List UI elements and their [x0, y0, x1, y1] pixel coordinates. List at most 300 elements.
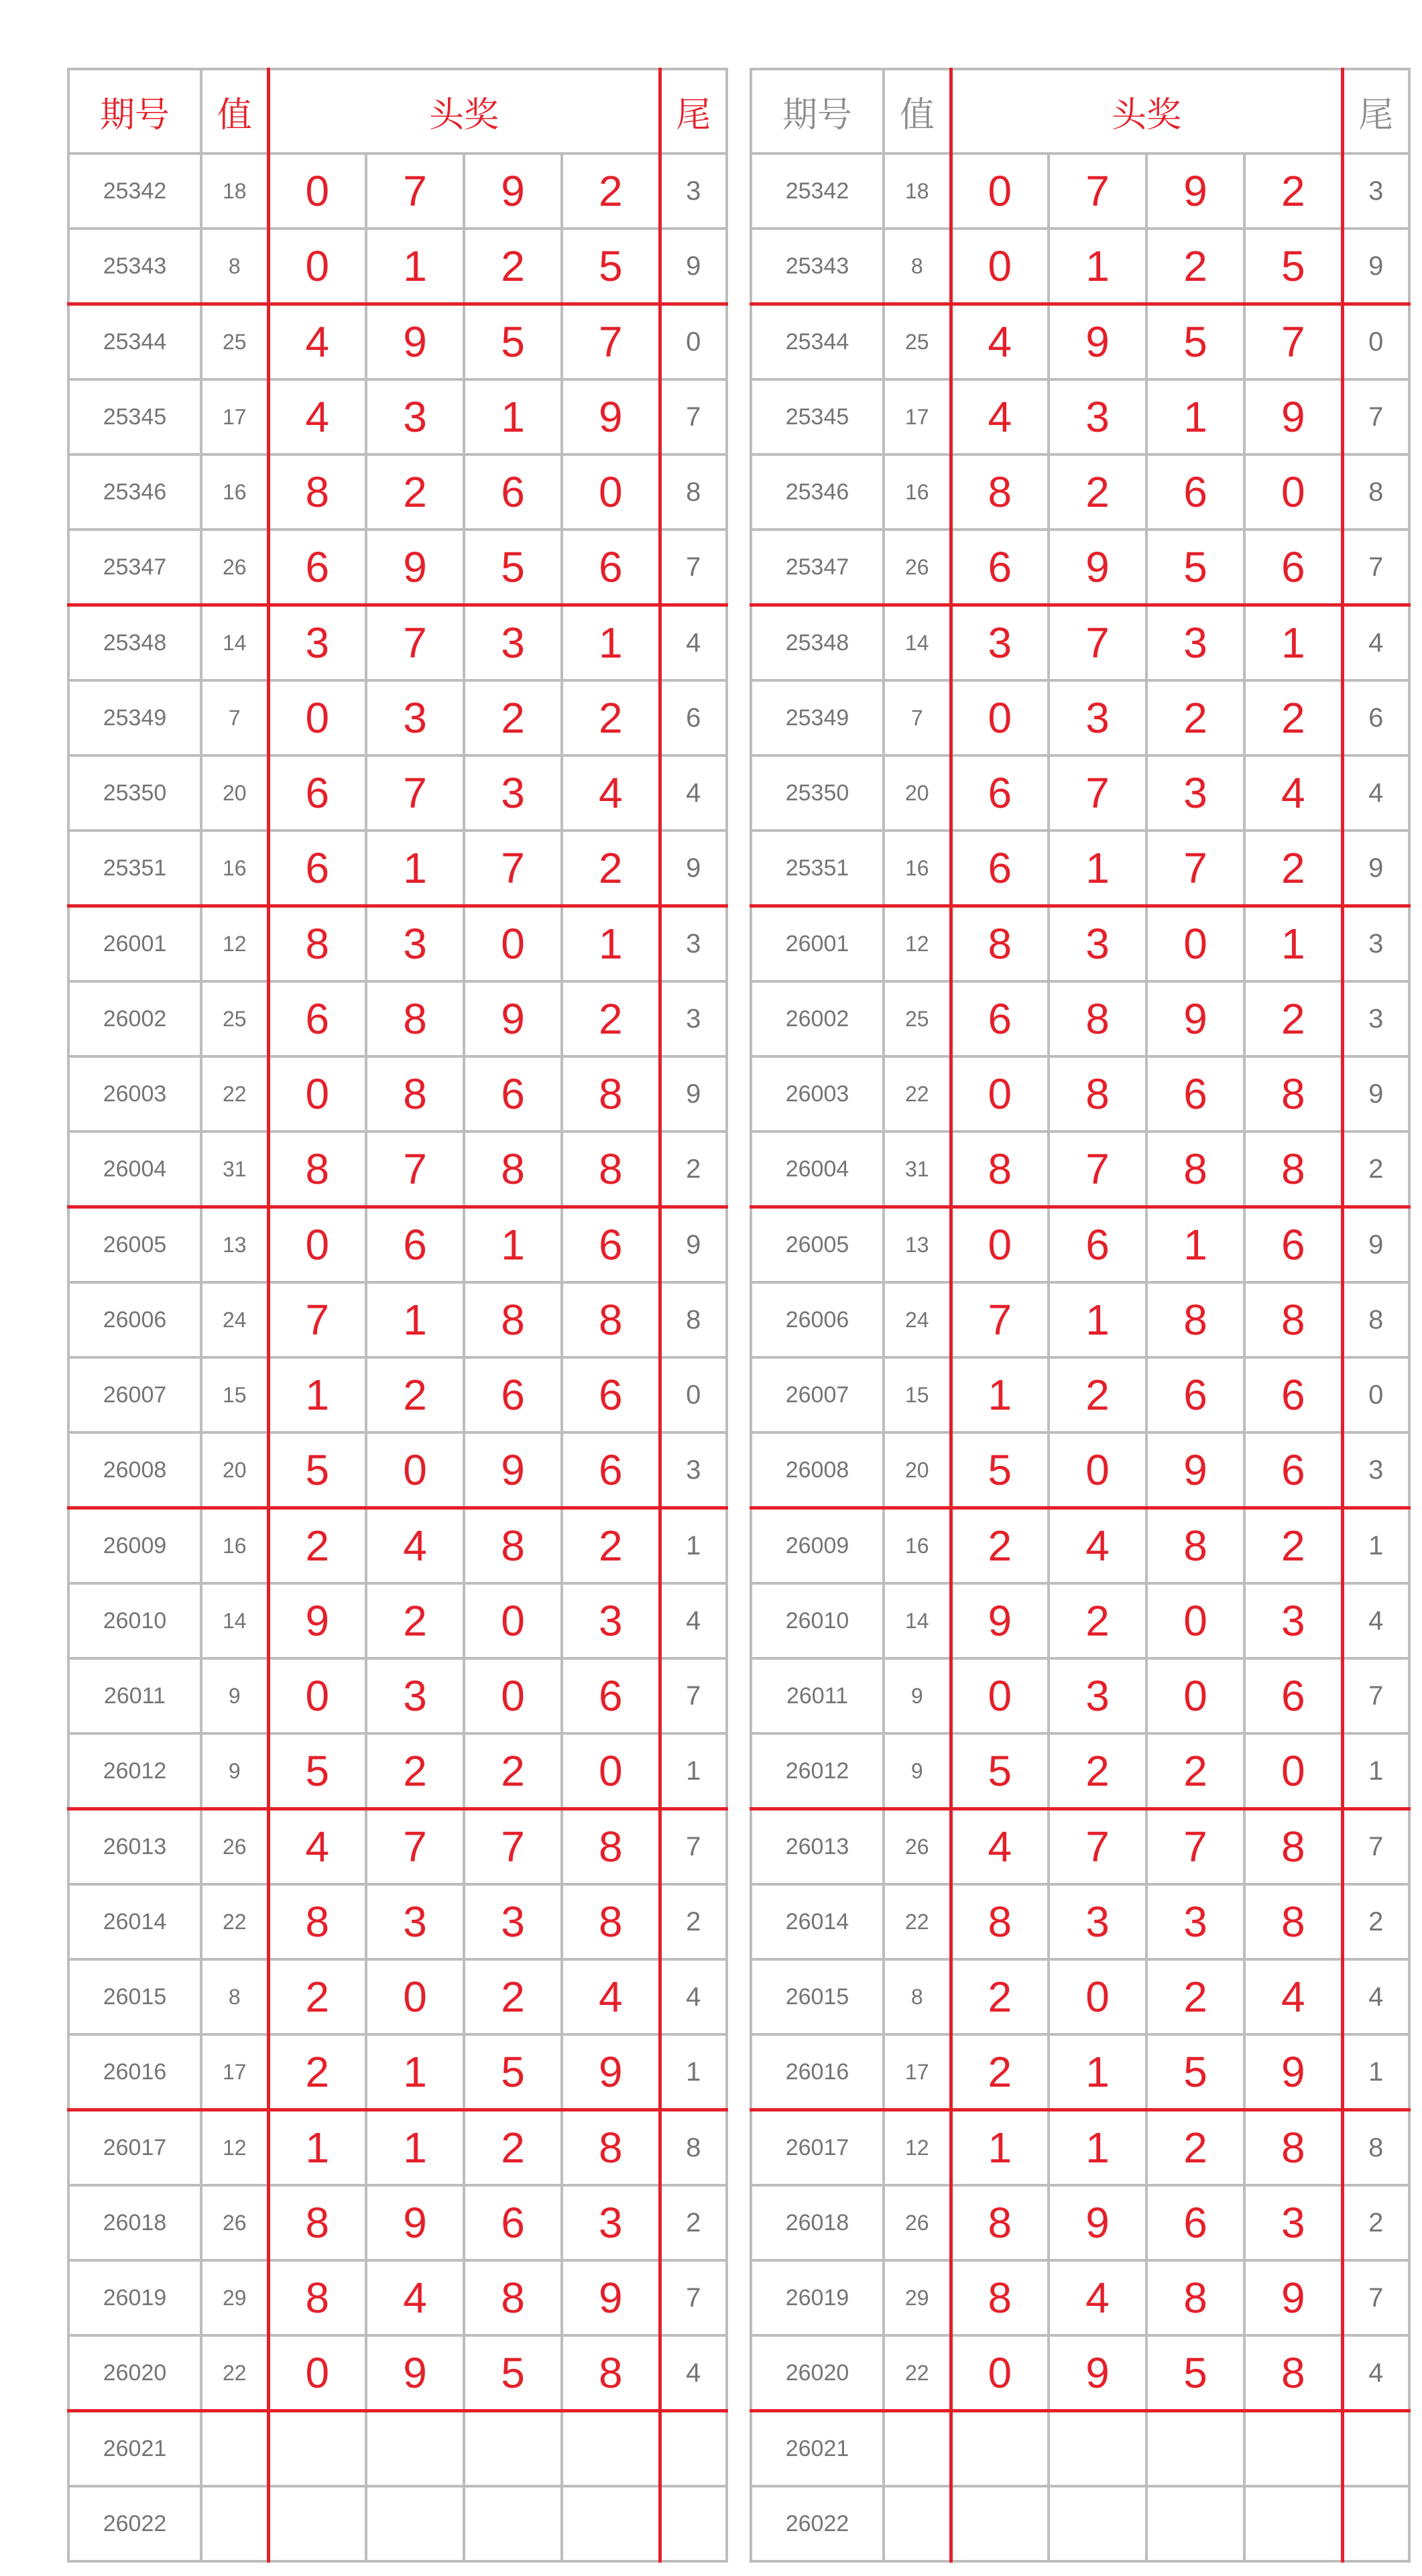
value-cell: 26 [884, 1809, 951, 1885]
prize-digit-cell: 3 [1146, 605, 1244, 681]
tail-cell: 2 [1342, 1884, 1409, 1959]
prize-digit-cell: 8 [951, 1884, 1049, 1959]
prize-digit-cell [1049, 2486, 1146, 2561]
period-cell: 26009 [68, 1508, 201, 1584]
prize-digit-cell: 8 [268, 1884, 366, 1959]
value-cell: 12 [201, 2110, 268, 2186]
prize-digit-cell: 4 [1244, 1959, 1342, 2034]
value-cell: 26 [884, 530, 951, 605]
prize-digit-cell: 0 [464, 1583, 562, 1658]
table-row [751, 2335, 1409, 2411]
period-cell: 26003 [751, 1056, 884, 1131]
prize-digit-cell: 4 [951, 379, 1049, 454]
value-cell: 17 [201, 2034, 268, 2110]
prize-digit-cell: 2 [366, 454, 464, 530]
value-cell: 8 [884, 229, 951, 304]
table-row [68, 1884, 727, 1959]
prize-digit-cell: 9 [1244, 2260, 1342, 2335]
tail-cell: 8 [660, 1282, 727, 1357]
value-cell: 22 [884, 1056, 951, 1131]
table-row [68, 2411, 727, 2487]
prize-digit-cell: 2 [464, 2110, 562, 2186]
table-row [751, 454, 1409, 530]
value-cell: 14 [201, 1583, 268, 1658]
prize-digit-cell: 9 [562, 379, 660, 454]
period-cell: 25349 [68, 680, 201, 755]
tail-cell: 7 [660, 1658, 727, 1733]
prize-digit-cell: 8 [1146, 1282, 1244, 1357]
table-row [68, 2185, 727, 2260]
prize-digit-cell: 7 [951, 1282, 1049, 1357]
value-cell: 24 [884, 1282, 951, 1357]
period-cell: 26020 [68, 2335, 201, 2411]
prize-digit-cell: 9 [1049, 2335, 1146, 2411]
prize-digit-cell: 6 [951, 831, 1049, 906]
period-cell: 25344 [68, 304, 201, 380]
prize-digit-cell: 9 [464, 154, 562, 229]
table-row [751, 2034, 1409, 2110]
tail-cell: 9 [1342, 1207, 1409, 1283]
value-cell: 9 [884, 1658, 951, 1733]
value-cell: 16 [884, 1508, 951, 1584]
prize-digit-cell: 6 [1244, 530, 1342, 605]
tail-cell: 8 [660, 2110, 727, 2186]
value-cell: 7 [201, 680, 268, 755]
tail-cell: 9 [1342, 229, 1409, 304]
period-cell: 26012 [68, 1733, 201, 1809]
table-row [751, 530, 1409, 605]
period-cell: 26014 [68, 1884, 201, 1959]
period-cell: 26015 [68, 1959, 201, 2034]
prize-digit-cell: 8 [1244, 2335, 1342, 2411]
prize-digit-cell [951, 2411, 1049, 2487]
table-row [751, 755, 1409, 831]
period-cell: 25343 [751, 229, 884, 304]
period-cell: 26017 [68, 2110, 201, 2186]
prize-digit-cell: 9 [1049, 2185, 1146, 2260]
period-cell: 26021 [68, 2411, 201, 2487]
prize-digit-cell [268, 2486, 366, 2561]
prize-digit-cell [1049, 2411, 1146, 2487]
table-row [751, 2110, 1409, 2186]
tail-cell: 3 [660, 1432, 727, 1508]
tail-cell: 2 [660, 1131, 727, 1207]
prize-digit-cell: 0 [951, 154, 1049, 229]
table-row [751, 2486, 1409, 2561]
value-cell: 26 [201, 2185, 268, 2260]
tail-cell: 9 [1342, 831, 1409, 906]
prize-digit-cell [1244, 2411, 1342, 2487]
tail-cell [1342, 2411, 1409, 2487]
prize-digit-cell: 0 [1244, 1733, 1342, 1809]
prize-digit-cell: 8 [1244, 2110, 1342, 2186]
prize-digit-cell: 6 [268, 981, 366, 1056]
prize-digit-cell: 1 [464, 1207, 562, 1283]
prize-digit-cell: 0 [951, 1658, 1049, 1733]
period-cell: 26005 [751, 1207, 884, 1283]
header-row [751, 69, 1409, 154]
prize-digit-cell: 3 [1049, 379, 1146, 454]
prize-digit-cell: 1 [366, 229, 464, 304]
table-row [68, 2335, 727, 2411]
prize-digit-cell: 9 [1244, 379, 1342, 454]
prize-digit-cell: 8 [1244, 1884, 1342, 1959]
prize-digit-cell: 2 [1244, 831, 1342, 906]
value-cell: 17 [201, 379, 268, 454]
period-cell: 26007 [68, 1357, 201, 1432]
prize-digit-cell: 6 [366, 1207, 464, 1283]
prize-digit-cell [951, 2486, 1049, 2561]
value-cell: 7 [884, 680, 951, 755]
value-cell: 20 [884, 1432, 951, 1508]
prize-digit-cell: 6 [951, 530, 1049, 605]
prize-digit-cell: 0 [268, 1658, 366, 1733]
prize-digit-cell: 3 [464, 605, 562, 681]
prize-digit-cell: 3 [268, 605, 366, 681]
tail-cell: 7 [660, 2260, 727, 2335]
prize-digit-cell: 2 [1049, 1583, 1146, 1658]
prize-digit-cell: 3 [366, 1884, 464, 1959]
tail-cell: 9 [660, 1207, 727, 1283]
prize-digit-cell: 6 [1244, 1207, 1342, 1283]
period-cell: 26011 [68, 1658, 201, 1733]
prize-digit-cell: 9 [366, 2185, 464, 2260]
prize-digit-cell: 2 [1244, 981, 1342, 1056]
prize-digit-cell: 0 [562, 454, 660, 530]
prize-digit-cell [1146, 2411, 1244, 2487]
prize-digit-cell: 2 [464, 680, 562, 755]
prize-digit-cell: 4 [1049, 2260, 1146, 2335]
table-row [751, 1131, 1409, 1207]
prize-digit-cell: 5 [951, 1733, 1049, 1809]
period-cell: 26022 [68, 2486, 201, 2561]
table-row [68, 1056, 727, 1131]
tail-cell: 8 [1342, 2110, 1409, 2186]
prize-digit-cell: 8 [1049, 1056, 1146, 1131]
table-row [68, 454, 727, 530]
period-cell: 26008 [751, 1432, 884, 1508]
prize-digit-cell: 1 [366, 2034, 464, 2110]
prize-digit-cell: 4 [366, 2260, 464, 2335]
period-cell: 25345 [751, 379, 884, 454]
prize-digit-cell: 8 [951, 1131, 1049, 1207]
period-cell: 26001 [68, 906, 201, 982]
header-period: 期号 [68, 69, 201, 154]
prize-digit-cell: 7 [1049, 1809, 1146, 1885]
prize-digit-cell: 6 [562, 530, 660, 605]
table-body [68, 69, 727, 2561]
tail-cell: 9 [1342, 1056, 1409, 1131]
prize-digit-cell: 2 [464, 1959, 562, 2034]
prize-digit-cell: 6 [1146, 454, 1244, 530]
period-cell: 26004 [68, 1131, 201, 1207]
prize-digit-cell: 2 [1146, 1959, 1244, 2034]
value-cell: 17 [884, 2034, 951, 2110]
prize-digit-cell: 2 [562, 680, 660, 755]
prize-digit-cell: 3 [1244, 1583, 1342, 1658]
period-cell: 25350 [751, 755, 884, 831]
tail-cell: 1 [1342, 1733, 1409, 1809]
period-cell: 26006 [68, 1282, 201, 1357]
prize-digit-cell: 8 [1244, 1056, 1342, 1131]
period-cell: 25342 [68, 154, 201, 229]
period-cell: 26019 [751, 2260, 884, 2335]
header-period: 期号 [751, 69, 884, 154]
prize-digit-cell: 2 [951, 2034, 1049, 2110]
tail-cell: 9 [660, 229, 727, 304]
prize-digit-cell: 3 [1049, 1884, 1146, 1959]
value-cell: 26 [201, 1809, 268, 1885]
table-row [68, 2486, 727, 2561]
prize-digit-cell: 7 [366, 1809, 464, 1885]
table-row [68, 1809, 727, 1885]
prize-digit-cell: 6 [1146, 2185, 1244, 2260]
table-row [68, 1207, 727, 1283]
prize-digit-cell: 6 [1244, 1357, 1342, 1432]
period-cell: 26012 [751, 1733, 884, 1809]
table-row [751, 906, 1409, 982]
prize-digit-cell: 8 [562, 1809, 660, 1885]
table-row [68, 906, 727, 982]
tail-cell [1342, 2486, 1409, 2561]
prize-digit-cell: 6 [562, 1357, 660, 1432]
tail-cell: 4 [660, 755, 727, 831]
period-cell: 26021 [751, 2411, 884, 2487]
prize-digit-cell: 8 [366, 981, 464, 1056]
header-tail: 尾 [660, 69, 727, 154]
tail-cell: 4 [1342, 1959, 1409, 2034]
value-cell: 22 [884, 1884, 951, 1959]
period-cell: 25345 [68, 379, 201, 454]
prize-digit-cell: 1 [1049, 2110, 1146, 2186]
period-cell: 26005 [68, 1207, 201, 1283]
prize-digit-cell: 2 [951, 1508, 1049, 1584]
prize-digit-cell: 5 [464, 304, 562, 380]
prize-digit-cell: 3 [464, 755, 562, 831]
prize-digit-cell: 8 [562, 1131, 660, 1207]
tail-cell: 4 [660, 1583, 727, 1658]
value-cell: 20 [884, 755, 951, 831]
period-cell: 26016 [68, 2034, 201, 2110]
prize-digit-cell: 9 [1146, 1432, 1244, 1508]
prize-digit-cell: 3 [366, 379, 464, 454]
tail-cell: 8 [1342, 454, 1409, 530]
prize-digit-cell: 7 [464, 831, 562, 906]
prize-digit-cell: 4 [951, 304, 1049, 380]
table-row [68, 680, 727, 755]
value-cell: 24 [201, 1282, 268, 1357]
prize-digit-cell: 0 [366, 1959, 464, 2034]
value-cell [884, 2411, 951, 2487]
prize-digit-cell: 9 [464, 1432, 562, 1508]
prize-digit-cell: 0 [951, 1056, 1049, 1131]
prize-digit-cell: 6 [1244, 1432, 1342, 1508]
tail-cell: 0 [1342, 1357, 1409, 1432]
value-cell: 29 [884, 2260, 951, 2335]
prize-digit-cell: 1 [366, 2110, 464, 2186]
value-cell: 16 [201, 831, 268, 906]
period-cell: 26019 [68, 2260, 201, 2335]
tail-cell: 2 [660, 2185, 727, 2260]
prize-digit-cell: 7 [1244, 304, 1342, 380]
prize-digit-cell: 0 [268, 229, 366, 304]
tail-cell: 4 [660, 605, 727, 681]
prize-digit-cell: 1 [951, 1357, 1049, 1432]
period-cell: 25342 [751, 154, 884, 229]
tail-cell: 2 [1342, 1131, 1409, 1207]
prize-digit-cell: 9 [562, 2260, 660, 2335]
tail-cell: 4 [1342, 605, 1409, 681]
prize-digit-cell: 1 [1049, 2034, 1146, 2110]
prize-digit-cell: 8 [464, 1131, 562, 1207]
period-cell: 25346 [68, 454, 201, 530]
prize-digit-cell: 3 [951, 605, 1049, 681]
value-cell [201, 2411, 268, 2487]
value-cell: 18 [884, 154, 951, 229]
tail-cell: 7 [1342, 530, 1409, 605]
period-cell: 26004 [751, 1131, 884, 1207]
prize-digit-cell: 8 [464, 1508, 562, 1584]
tail-cell: 7 [1342, 1658, 1409, 1733]
prize-digit-cell: 8 [1146, 2260, 1244, 2335]
prize-digit-cell: 3 [1146, 755, 1244, 831]
table-row [68, 2260, 727, 2335]
prize-digit-cell: 5 [1244, 229, 1342, 304]
table-row [751, 2185, 1409, 2260]
tail-cell: 0 [660, 304, 727, 380]
prize-digit-cell: 5 [268, 1733, 366, 1809]
period-cell: 25351 [68, 831, 201, 906]
prize-digit-cell: 9 [464, 981, 562, 1056]
value-cell: 16 [884, 454, 951, 530]
prize-digit-cell: 0 [366, 1432, 464, 1508]
prize-digit-cell: 5 [1146, 530, 1244, 605]
prize-digit-cell: 7 [1146, 831, 1244, 906]
tail-cell: 4 [660, 2335, 727, 2411]
prize-digit-cell: 8 [1244, 1131, 1342, 1207]
table-row [751, 680, 1409, 755]
prize-digit-cell: 2 [1244, 154, 1342, 229]
prize-digit-cell: 1 [1244, 605, 1342, 681]
lottery-table-right [750, 68, 1411, 2563]
tail-cell: 7 [1342, 1809, 1409, 1885]
tail-cell: 3 [660, 154, 727, 229]
value-cell: 25 [201, 304, 268, 380]
prize-digit-cell: 7 [366, 755, 464, 831]
prize-digit-cell: 2 [366, 1733, 464, 1809]
prize-digit-cell: 4 [1244, 755, 1342, 831]
prize-digit-cell: 6 [562, 1207, 660, 1283]
prize-digit-cell: 2 [1146, 2110, 1244, 2186]
prize-digit-cell: 6 [1146, 1056, 1244, 1131]
tail-cell [660, 2411, 727, 2487]
period-cell: 25351 [751, 831, 884, 906]
value-cell: 26 [201, 530, 268, 605]
tail-cell: 9 [660, 831, 727, 906]
prize-digit-cell: 9 [268, 1583, 366, 1658]
prize-digit-cell: 2 [1049, 1357, 1146, 1432]
value-cell: 22 [201, 1056, 268, 1131]
prize-digit-cell: 6 [464, 1357, 562, 1432]
prize-digit-cell: 1 [1049, 1282, 1146, 1357]
prize-digit-cell: 8 [268, 906, 366, 982]
prize-digit-cell: 2 [562, 1508, 660, 1584]
table-row [751, 605, 1409, 681]
prize-digit-cell: 2 [1049, 454, 1146, 530]
value-cell: 16 [201, 1508, 268, 1584]
period-cell: 26002 [751, 981, 884, 1056]
prize-digit-cell: 1 [366, 831, 464, 906]
prize-digit-cell: 9 [1049, 530, 1146, 605]
prize-digit-cell: 2 [562, 831, 660, 906]
value-cell: 25 [884, 981, 951, 1056]
table-row [751, 831, 1409, 906]
tail-cell: 9 [660, 1056, 727, 1131]
prize-digit-cell: 0 [1049, 1432, 1146, 1508]
period-cell: 25350 [68, 755, 201, 831]
prize-digit-cell: 0 [1244, 454, 1342, 530]
table-row [68, 981, 727, 1056]
prize-digit-cell: 8 [951, 2185, 1049, 2260]
tail-cell: 4 [660, 1959, 727, 2034]
prize-digit-cell: 3 [562, 2185, 660, 2260]
prize-digit-cell: 9 [951, 1583, 1049, 1658]
prize-digit-cell: 4 [562, 1959, 660, 2034]
table-row [68, 755, 727, 831]
prize-digit-cell: 8 [1146, 1131, 1244, 1207]
prize-digit-cell [562, 2411, 660, 2487]
table-row [751, 2411, 1409, 2487]
table-row [751, 1357, 1409, 1432]
tail-cell: 2 [1342, 2185, 1409, 2260]
table-row [68, 1959, 727, 2034]
value-cell: 8 [201, 229, 268, 304]
prize-digit-cell: 7 [1049, 755, 1146, 831]
prize-digit-cell: 5 [268, 1432, 366, 1508]
tail-cell: 1 [660, 1733, 727, 1809]
tail-cell: 6 [1342, 680, 1409, 755]
value-cell: 18 [201, 154, 268, 229]
tail-cell: 6 [660, 680, 727, 755]
prize-digit-cell: 0 [268, 154, 366, 229]
tail-cell: 7 [1342, 379, 1409, 454]
table-row [68, 831, 727, 906]
prize-digit-cell: 8 [562, 1282, 660, 1357]
table-row [751, 1658, 1409, 1733]
table-row [751, 1432, 1409, 1508]
period-cell: 26002 [68, 981, 201, 1056]
prize-digit-cell: 1 [951, 2110, 1049, 2186]
prize-digit-cell: 2 [1049, 1733, 1146, 1809]
table-row [68, 1583, 727, 1658]
prize-digit-cell: 6 [562, 1658, 660, 1733]
table-row [68, 530, 727, 605]
table-row [68, 1282, 727, 1357]
prize-digit-cell: 6 [268, 755, 366, 831]
value-cell: 8 [884, 1959, 951, 2034]
tail-cell: 3 [1342, 1432, 1409, 1508]
tail-cell: 0 [1342, 304, 1409, 380]
value-cell: 25 [201, 981, 268, 1056]
period-cell: 26009 [751, 1508, 884, 1584]
prize-digit-cell: 1 [562, 906, 660, 982]
prize-digit-cell: 5 [562, 229, 660, 304]
prize-digit-cell: 8 [464, 1282, 562, 1357]
value-cell: 16 [884, 831, 951, 906]
table-row [751, 1282, 1409, 1357]
prize-digit-cell: 5 [464, 530, 562, 605]
prize-digit-cell: 3 [1049, 1658, 1146, 1733]
